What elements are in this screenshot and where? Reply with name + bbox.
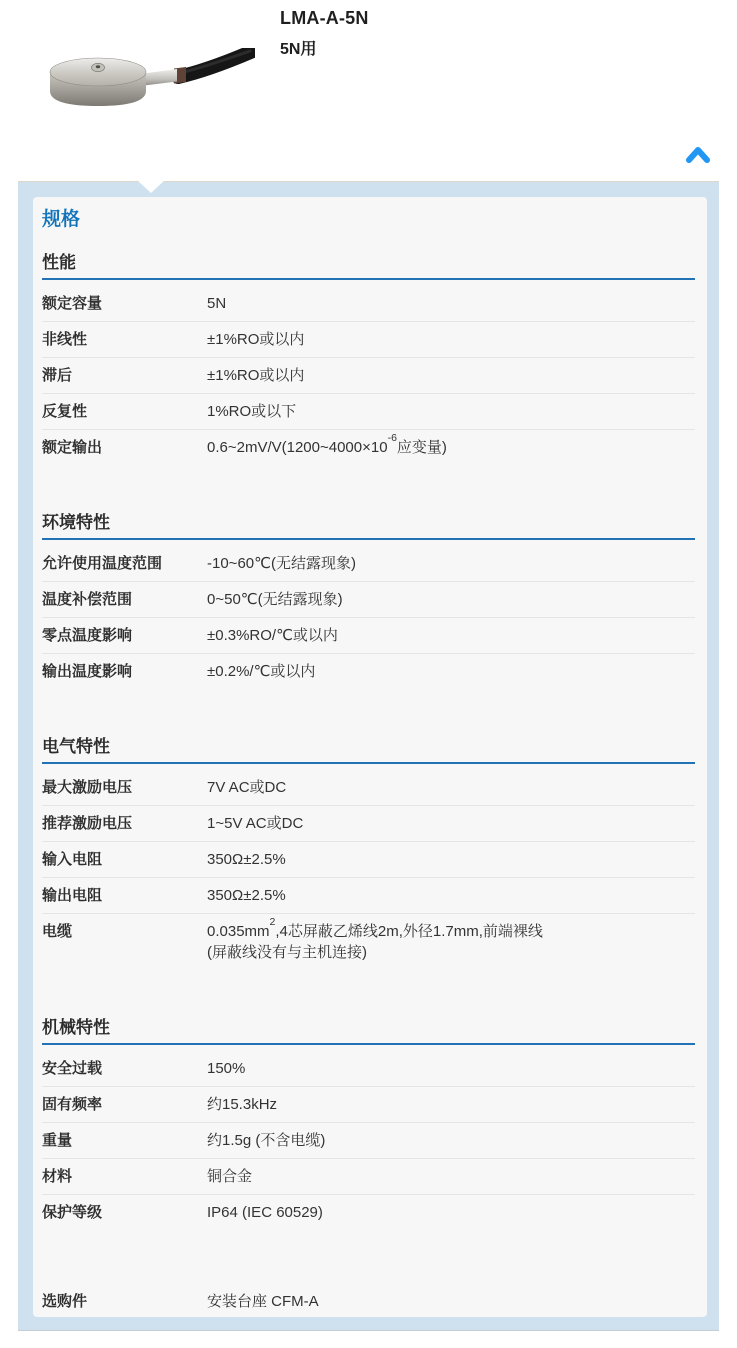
product-subtitle: 5N用 xyxy=(280,41,317,58)
row-value: IP64 (IEC 60529) xyxy=(207,1204,323,1221)
spec-section xyxy=(42,1284,695,1317)
row-label: 推荐激励电压 xyxy=(42,815,133,832)
spec-row xyxy=(42,1087,695,1123)
row-label: 滞后 xyxy=(42,367,73,384)
spec-row xyxy=(42,1195,695,1230)
spec-row xyxy=(42,806,695,842)
row-value: 5N xyxy=(207,295,227,312)
row-label: 选购件 xyxy=(42,1293,88,1310)
row-value: ±0.2%/℃或以内 xyxy=(207,663,316,680)
spec-row xyxy=(42,1051,695,1087)
row-label: 最大激励电压 xyxy=(42,779,133,796)
row-value: -10~60℃(无结露现象) xyxy=(207,555,356,572)
row-label: 输入电阻 xyxy=(42,851,103,868)
spec-row xyxy=(42,546,695,582)
spec-rows xyxy=(42,546,695,689)
spec-row xyxy=(42,1123,695,1159)
row-label: 电缆 xyxy=(42,923,73,940)
load-cell-image xyxy=(40,48,255,118)
spec-row xyxy=(42,322,695,358)
section-title: 环境特性 xyxy=(42,513,695,540)
row-value: 安装台座 CFM-A xyxy=(207,1293,319,1310)
row-label: 输出电阻 xyxy=(42,887,103,904)
row-value: $0.6\sim 2mV/V(1200\sim 4000\times 10^{-6}$应变量) xyxy=(207,432,447,456)
spec-row xyxy=(42,878,695,914)
row-value: 150% xyxy=(207,1060,246,1077)
row-value: 350Ω±2.5% xyxy=(207,851,286,868)
row-label: 输出温度影响 xyxy=(42,663,133,680)
row-value: 1~5V AC或DC xyxy=(207,815,304,832)
spec-section xyxy=(42,1018,695,1230)
row-label: 额定输出 xyxy=(42,439,103,456)
row-label: 允许使用温度范围 xyxy=(42,555,163,572)
spec-row xyxy=(42,286,695,322)
spec-row xyxy=(42,358,695,394)
section-title: 机械特性 xyxy=(42,1018,695,1045)
spec-sections xyxy=(42,253,695,1317)
spec-rows xyxy=(42,1051,695,1230)
row-label: 零点温度影响 xyxy=(42,627,133,644)
row-value: ±1%RO或以内 xyxy=(207,367,305,384)
spec-row xyxy=(42,914,695,970)
row-label: 材料 xyxy=(42,1168,73,1185)
card-notch-pointer xyxy=(137,180,165,193)
row-value: 1%RO或以下 xyxy=(207,403,297,420)
spec-section xyxy=(42,253,695,465)
row-value: ±0.3%RO/℃或以内 xyxy=(207,627,338,644)
spec-card xyxy=(18,181,719,1331)
row-value: 约1.5g (不含电缆) xyxy=(207,1132,326,1149)
spec-row xyxy=(42,1159,695,1195)
row-label: 非线性 xyxy=(42,331,88,348)
spec-row xyxy=(42,582,695,618)
spec-rows xyxy=(42,770,695,970)
spec-card-inner xyxy=(33,197,707,1317)
row-value: ±1%RO或以内 xyxy=(207,331,305,348)
row-value: 350Ω±2.5% xyxy=(207,887,286,904)
spec-rows xyxy=(42,1284,695,1317)
chevron-up-icon xyxy=(683,143,713,167)
spec-row xyxy=(42,654,695,689)
product-photo xyxy=(40,48,255,118)
spec-heading: 规格 xyxy=(42,209,81,230)
row-value: 0~50℃(无结露现象) xyxy=(207,591,343,608)
row-label: 温度补偿范围 xyxy=(42,591,133,608)
row-value: 铜合金 xyxy=(207,1168,253,1185)
spec-row xyxy=(42,770,695,806)
row-value: 约15.3kHz xyxy=(207,1096,278,1113)
spec-row xyxy=(42,842,695,878)
spec-row xyxy=(42,618,695,654)
spec-section xyxy=(42,513,695,689)
row-value: $0.035mm^2,4$芯屏蔽乙烯线2m,外径1.7mm,前端裸线 (屏蔽线没有与主机连接) xyxy=(207,916,543,961)
row-label: 安全过载 xyxy=(42,1060,103,1077)
spec-section xyxy=(42,737,695,970)
spec-row xyxy=(42,430,695,465)
spec-row xyxy=(42,394,695,430)
row-label: 保护等级 xyxy=(42,1204,103,1221)
row-value: 7V AC或DC xyxy=(207,779,287,796)
row-label: 额定容量 xyxy=(42,295,103,312)
product-title: LMA-A-5N xyxy=(280,8,369,28)
spec-rows xyxy=(42,286,695,465)
section-title: 电气特性 xyxy=(42,737,695,764)
row-label: 固有频率 xyxy=(42,1096,103,1113)
spec-row xyxy=(42,1284,695,1317)
collapse-section-button[interactable] xyxy=(682,143,714,169)
row-label: 重量 xyxy=(42,1132,73,1149)
section-title: 性能 xyxy=(42,253,695,280)
row-label: 反复性 xyxy=(42,403,88,420)
